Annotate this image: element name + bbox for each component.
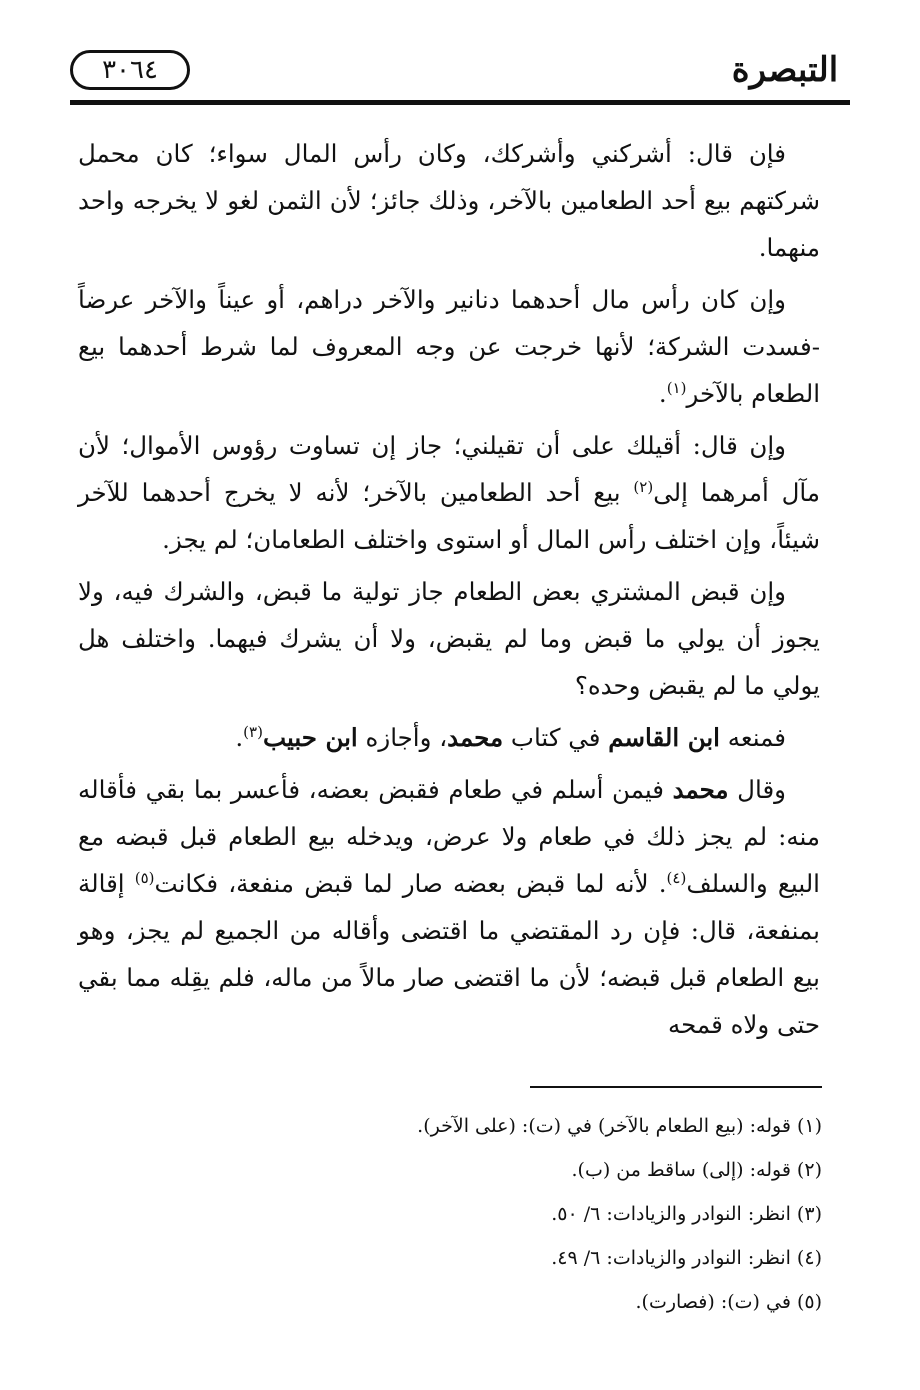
- footnote-mark-3: (٣): [243, 722, 263, 741]
- footnote-mark-4: (٤): [666, 868, 687, 887]
- paragraph-1: [78, 130, 820, 271]
- footnote-mark-2: (٢): [633, 477, 654, 496]
- footnote-item: (٤) انظر: النوادر والزيادات: ٦/ ٤٩.: [551, 1247, 822, 1269]
- page-header: [70, 44, 850, 110]
- footnote-item: (٥) في (ت): (فصارت).: [635, 1291, 822, 1313]
- footnote-mark-1: (١): [666, 378, 687, 397]
- paragraph-1-text: فإن قال: أشركني وأشركك، وكان رأس المال سواء؛ كان محمل شركتهم بيع أحد الطعامين بالآخر، وذلك جائز؛ لأن الثمن لغو لا يخرجه واحد منهما.: [78, 139, 820, 262]
- page-number: ٣٠٦٤: [70, 50, 190, 90]
- footnote-item: (١) قوله: (بيع الطعام بالآخر) في (ت): (على الآخر).: [417, 1115, 822, 1137]
- paragraph-6-text-c: إقالة بمنفعة، قال: فإن رد المقتضي ما اقتضى وأقاله من الجميع لم يجز، وهو بيع الطعام قبل قبضه؛ لأن ما اقتضى صار مالاً من ماله، فلم يقِله مما بقي حتى ولاه قمحه: [78, 869, 820, 1039]
- paragraph-3: [78, 422, 820, 563]
- paragraph-2-end: .: [658, 379, 667, 408]
- header-rule: [70, 100, 850, 105]
- paragraph-6: [78, 766, 820, 1048]
- scholar-name: محمد: [447, 723, 504, 752]
- footnote-mark-5: (٥): [134, 868, 155, 887]
- paragraph-2: [78, 276, 820, 417]
- paragraph-5-mid-2: ، وأجازه: [357, 723, 448, 752]
- footnotes: [78, 1104, 822, 1324]
- scholar-name: محمد: [672, 775, 729, 804]
- paragraph-3-text-b: بيع أحد الطعامين بالآخر؛ لأنه لا يخرج أحدهما للآخر شيئاً، وإن اختلف رأس المال أو استوى واختلف الطعامان؛ لم يجز.: [78, 478, 820, 554]
- footnote-item: (٢) قوله: (إلى) ساقط من (ب).: [571, 1159, 822, 1181]
- paragraph-5-prefix: فمنعه: [719, 723, 786, 752]
- paragraph-5-end: .: [235, 723, 244, 752]
- main-text: [78, 130, 820, 1053]
- footnote-separator: [530, 1086, 822, 1088]
- footnote-item: (٣) انظر: النوادر والزيادات: ٦/ ٥٠.: [551, 1203, 822, 1225]
- paragraph-6-text-b: . لأنه لما قبض بعضه صار لما قبض منفعة، فكانت: [154, 869, 667, 898]
- paragraph-4: [78, 568, 820, 709]
- paragraph-6-prefix: وقال: [728, 775, 786, 804]
- scholar-name: ابن حبيب: [262, 723, 358, 752]
- paragraph-4-text: وإن قبض المشتري بعض الطعام جاز تولية ما قبض، والشرك فيه، ولا يجوز أن يولي ما قبض وما لم يقبض، ولا أن يشرك فيهما. واختلف هل يولي ما لم يقبض وحده؟: [78, 577, 820, 700]
- paragraph-5: [78, 714, 820, 761]
- paragraph-2-text: وإن كان رأس مال أحدهما دنانير والآخر دراهم، أو عيناً والآخر عرضاً -فسدت الشركة؛ لأنها خرجت عن وجه المعروف لما شرط أحدهما بيع الطعام بالآخر: [78, 285, 820, 408]
- paragraph-3-text-a: وإن قال: أقيلك على أن تقيلني؛ جاز إن تساوت رؤوس الأموال؛ لأن مآل أمرهما إلى: [78, 431, 821, 507]
- scholar-name: ابن القاسم: [608, 723, 720, 752]
- paragraph-5-mid-1: في كتاب: [503, 723, 609, 752]
- paragraph-6-text-a: فيمن أسلم في طعام فقبض بعضه، فأعسر بما بقي فأقاله منه: لم يجز ذلك في طعام ولا عرض، ويدخله بيع الطعام قبل قبضه مع البيع والسلف: [78, 775, 820, 898]
- book-title: التبصرة: [731, 50, 839, 90]
